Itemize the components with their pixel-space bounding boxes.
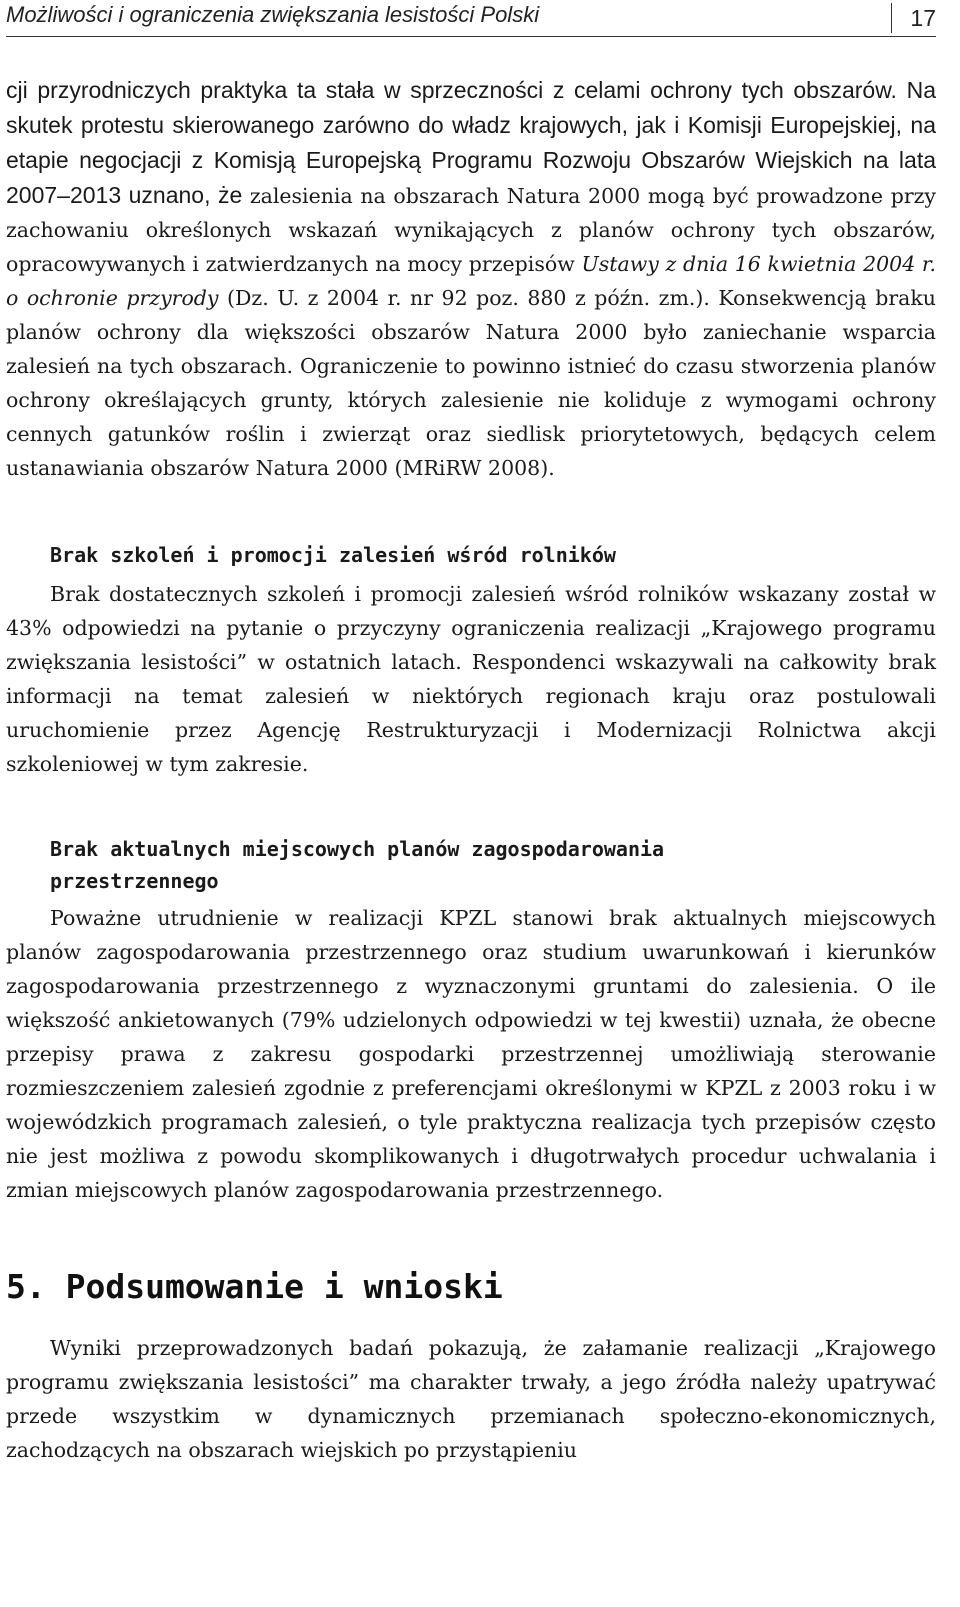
paragraph-training: Brak dostatecznych szkoleń i promocji zalesień wśród rolników wskazany został w 43% odpowiedzi na pytanie o przyczyny ograniczenia realizacji „Krajowego programu zwiększania lesistości” w ostatnich latach. Respondenci wskazywali na całkowity brak informacji na temat zalesień w niektórych regionach kraju oraz postulowali uruchomienie przez Agencję Restrukturyzacji i Modernizacji Rolnictwa akcji szkoleniowej w tym zakresie. — [6, 582, 936, 776]
legal-act-reference: Ustawy z dnia 16 kwietnia 2004 r. o ochronie przyrody — [6, 252, 936, 310]
page-number-divider — [891, 3, 893, 33]
running-title: Możliwości i ograniczenia zwiększania lesistości Polski — [6, 2, 540, 27]
paragraph-spatial-plans: Poważne utrudnienie w realizacji KPZL stanowi brak aktualnych miejscowych planów zagospodarowania przestrzennego oraz studium uwarunkowań i kierunków zagospodarowania przestrzennego z wyznaczonymi gruntami do zalesienia. O ile większość ankietowanych (79% udzielonych odpowiedzi w tej kwestii) uznała, że obecne przepisy prawa z zakresu gospodarki przestrzennej umożliwiają sterowanie rozmieszczeniem zalesień zgodnie z preferencjami określonymi w KPZL z 2003 roku i w wojewódzkich programach zalesień, o tyle praktyczna realizacja tych przepisów często nie jest możliwa z powodu skomplikowanych i długotrwałych procedur uchwalania i zmian miejscowych planów zagospodarowania przestrzennego. — [6, 906, 936, 1202]
running-header — [6, 0, 936, 37]
page-number-block — [891, 0, 936, 36]
paragraph-natura-2000 — [6, 73, 936, 485]
paragraph-natura-2000-serif-part: zalesienia na obszarach Natura 2000 mogą być prowadzone przy zachowaniu określonych wskazań wynikających z planów ochrony tych obszarów, opracowywanych i zatwierdzanych na mocy przepisów — [6, 184, 937, 276]
paragraph-natura-2000-sans-part: cji przyrodniczych praktyka ta stała w sprzeczności z celami ochrony tych obszarów. Na skutek protestu skierowanego zarówno do władz krajowych, jak i Komisji Europejskiej, na etapie negocjacji z Komisją Europejską Programu Rozwoju Obszarów Wiejskich na lata 2007–2013 uznano, że — [6, 77, 936, 208]
section-heading-summary: 5. Podsumowanie i wnioski — [6, 1267, 503, 1306]
paragraph-natura-2000-rest: (Dz. U. z 2004 r. nr 92 poz. 880 z późn. zm.). Konsekwencją braku planów ochrony dla większości obszarów Natura 2000 było zaniechanie wsparcia zalesień na tych obszarach. Ograniczenie to powinno istnieć do czasu stworzenia planów ochrony określających grunty, których zalesienie nie koliduje z wymogami ochrony cennych gatunków roślin i zwierząt oraz siedlisk priorytetowych, będących celem ustanawiania obszarów Natura 2000 (MRiRW 2008). — [6, 286, 936, 480]
page — [6, 0, 936, 1467]
subheading-training: Brak szkoleń i promocji zalesień wśród rolników — [50, 543, 616, 567]
page-number: 17 — [910, 4, 936, 31]
subheading-spatial-plans: Brak aktualnych miejscowych planów zagospodarowania przestrzennego — [50, 837, 665, 893]
paragraph-summary: Wyniki przeprowadzonych badań pokazują, że załamanie realizacji „Krajowego programu zwiększania lesistości” ma charakter trwały, a jego źródła należy upatrywać przede wszystkim w dynamicznych przemianach społeczno-ekonomicznych, zachodzących na obszarach wiejskich po przystąpieniu — [6, 1336, 936, 1462]
